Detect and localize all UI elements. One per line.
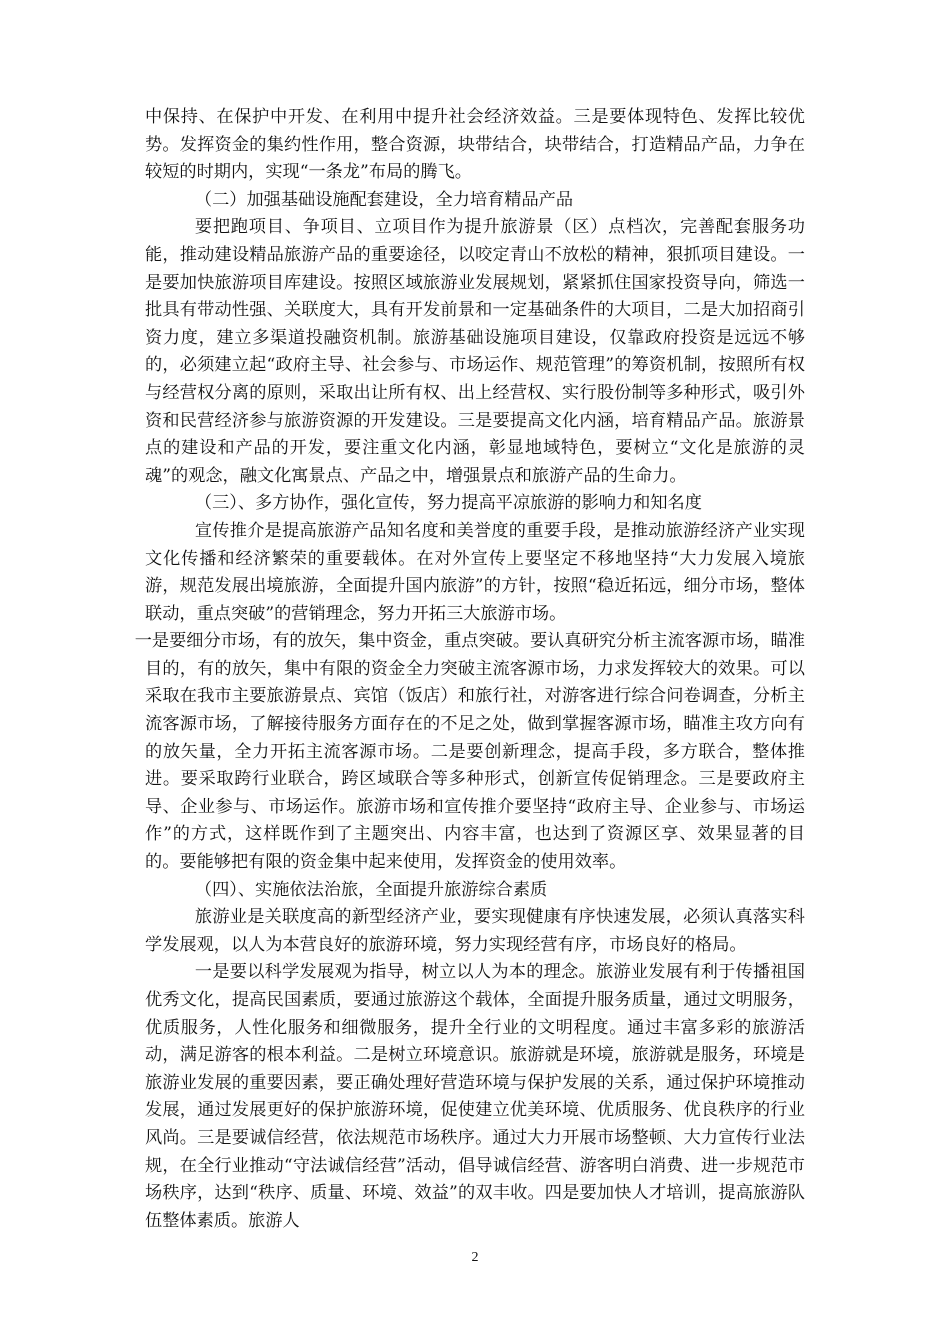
section-heading-4: （四）、实施依法治旅，全面提升旅游综合素质 [194, 879, 548, 900]
paragraph-promotion: 宣传推介是提高旅游产品知名度和美誉度的重要手段，是推动旅游经济产业实现文化传播和经济繁荣的重要载体。在对外宣传上要坚定不移地坚持“大力发展入境旅游，规范发展出境旅游，全面提升国内旅游”的方针，按照“稳近拓远，细分市场，整体联动，重点突破”的营销理念，努力开拓三大旅游市场。 [145, 520, 805, 624]
paragraph-scientific-development: 一是要以科学发展观为指导，树立以人为本的理念。旅游业发展有利于传播祖国优秀文化，提高民国素质，要通过旅游这个载体，全面提升服务质量，通过文明服务，优质服务，人性化服务和细微服务，提升全行业的文明程度。通过丰富多彩的旅游活动，满足游客的根本利益。二是树立环境意识。旅游就是环境，旅游就是服务，环境是旅游业发展的重要因素，要正确处理好营造环境与保护发展的关系，通过保护环境推动发展，通过发展更好的保护旅游环境，促使建立优美环境、优质服务、优良秩序的行业风尚。三是要诚信经营，依法规范市场秩序。通过大力开展市场整顿、大力宣传行业法规，在全行业推动“守法诚信经营”活动，倡导诚信经营、游客明白消费、进一步规范市场秩序，达到“秩序、质量、环境、效益”的双丰收。四是要加快人才培训，提高旅游队伍整体素质。旅游人 [145, 962, 805, 1231]
section-heading-2: （二）加强基础设施配套建设，全力培育精品产品 [194, 189, 574, 210]
paragraph-projects: 要把跑项目、争项目、立项目作为提升旅游景（区）点档次，完善配套服务功能，推动建设精品旅游产品的重要途径，以咬定青山不放松的精神，狠抓项目建设。一是要加快旅游项目库建设。按照区域旅游业发展规划，紧紧抓住国家投资导向，筛选一批具有带动性强、关联度大，具有开发前景和一定基础条件的大项目，二是大加招商引资力度，建立多渠道投融资机制。旅游基础设施项目建设，仅靠政府投资是远远不够的，必须建立起“政府主导、社会参与、市场运作、规范管理”的筹资机制，按照所有权与经营权分离的原则，采取出让所有权、出上经营权、实行股份制等多种形式，吸引外资和民营经济参与旅游资源的开发建设。三是要提高文化内涵，培育精品产品。旅游景点的建设和产品的开发，要注重文化内涵，彰显地域特色，要树立“文化是旅游的灵魂”的观念，融文化寓景点、产品之中，增强景点和旅游产品的生命力。 [145, 217, 805, 486]
paragraph-continuation: 中保持、在保护中开发、在利用中提升社会经济效益。三是要体现特色、发挥比较优势。发挥资金的集约性作用，整合资源，块带结合，块带结合，打造精品产品，力争在较短的时期内，实现“一条龙”布局的腾飞。 [145, 107, 805, 183]
paragraph-tourism-industry: 旅游业是关联度高的新型经济产业，要实现健康有序快速发展，必须认真落实科学发展观，以人为本营良好的旅游环境，努力实现经营有序，市场良好的格局。 [145, 907, 805, 955]
document-body [134, 104, 806, 1235]
page-number: 2 [471, 1250, 479, 1265]
paragraph-market-segmentation: 一是要细分市场，有的放矢，集中资金，重点突破。要认真研究分析主流客源市场，瞄准目的，有的放矢，集中有限的资金全力突破主流客源市场，力求发挥较大的效果。可以采取在我市主要旅游景点、宾馆（饭店）和旅行社，对游客进行综合问卷调查，分析主流客源市场，了解接待服务方面存在的不足之处，做到掌握客源市场，瞄准主攻方向有的放矢量，全力开拓主流客源市场。二是要创新理念，提高手段，多方联合，整体推进。要采取跨行业联合，跨区域联合等多种形式，创新宣传促销理念。三是要政府主导、企业参与、市场运作。旅游市场和宣传推介要坚持“政府主导、企业参与、市场运作”的方式，这样既作到了主题突出、内容丰富，也达到了资源区享、效果显著的目的。要能够把有限的资金集中起来使用，发挥资金的使用效率。 [134, 631, 806, 873]
section-heading-3: （三）、多方协作，强化宣传，努力提高平凉旅游的影响力和知名度 [194, 493, 702, 514]
